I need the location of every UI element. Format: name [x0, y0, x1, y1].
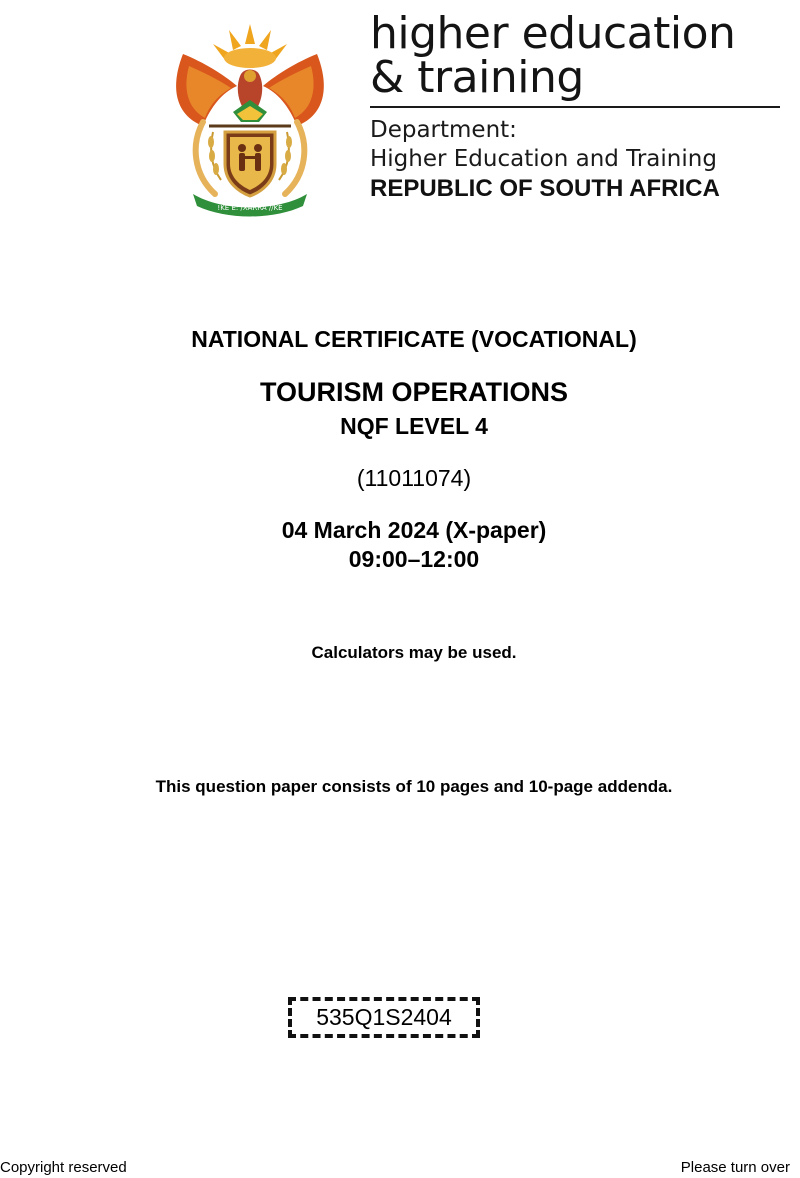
department-branding — [370, 8, 790, 203]
calculator-note: Calculators may be used. — [311, 643, 517, 662]
department-label: Department: — [370, 117, 517, 143]
south-african-coat-of-arms-icon — [163, 14, 337, 218]
paper-code-box: 535Q1S2404 — [288, 997, 480, 1038]
brand-title-line2: & training — [370, 52, 584, 103]
nqf-level: NQF LEVEL 4 — [340, 413, 488, 439]
subject-code: (11011074) — [356, 465, 472, 491]
department-name: Higher Education and Training — [370, 146, 717, 172]
svg-text:!KE E: /XARRA //KE: !KE E: /XARRA //KE — [217, 204, 283, 212]
pages-note: This question paper consists of 10 pages and 10-page addenda. — [155, 777, 673, 796]
exam-time: 09:00–12:00 — [348, 546, 480, 572]
certificate-title: NATIONAL CERTIFICATE (VOCATIONAL) — [191, 326, 637, 352]
coat-of-arms-logo — [163, 14, 337, 218]
subject-title: TOURISM OPERATIONS — [259, 377, 569, 407]
country-name: REPUBLIC OF SOUTH AFRICA — [370, 175, 720, 202]
brand-divider — [370, 106, 780, 108]
copyright-footer: Copyright reserved — [0, 1159, 127, 1176]
turn-over-footer: Please turn over — [680, 1159, 790, 1176]
exam-date: 04 March 2024 (X-paper) — [281, 517, 547, 543]
brand-title-line1: higher education — [370, 8, 736, 59]
